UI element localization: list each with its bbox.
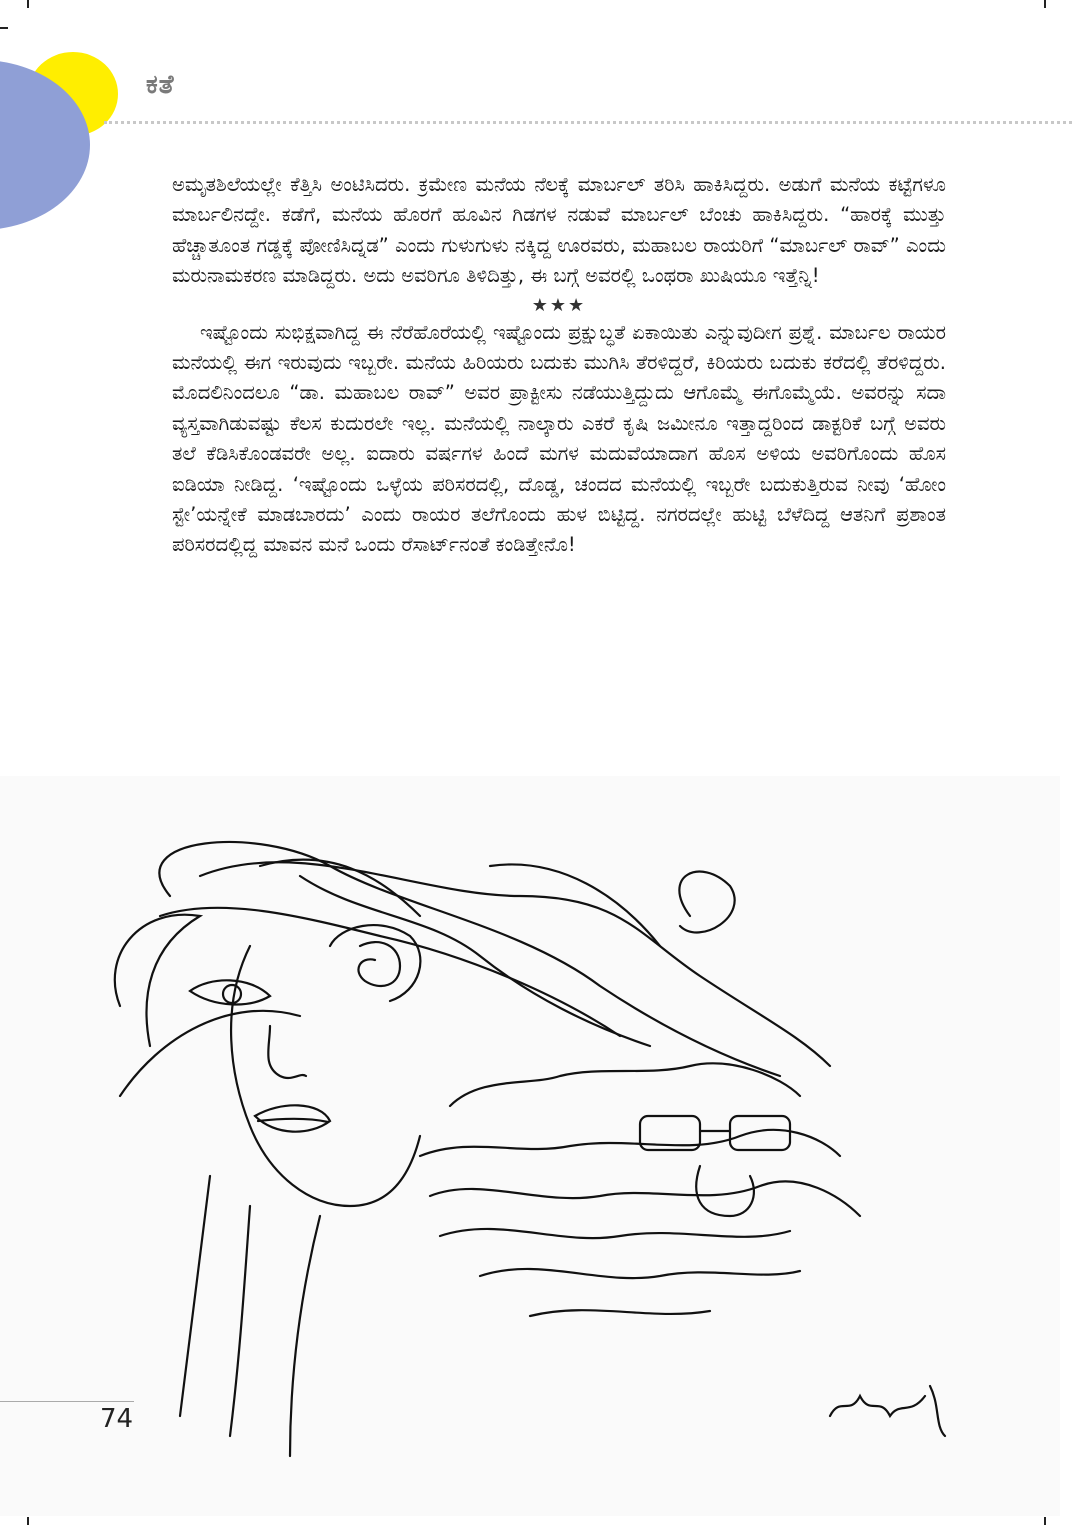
crop-mark bbox=[27, 1517, 29, 1525]
crop-mark bbox=[1044, 0, 1046, 8]
crop-mark bbox=[1044, 1517, 1046, 1525]
line-art-illustration bbox=[0, 776, 1060, 1516]
page-number: 74 bbox=[100, 1404, 134, 1434]
paragraph: ಇಷ್ಟೊಂದು ಸುಭಿಕ್ಷವಾಗಿದ್ದ ಈ ನೆರೆಹೊರೆಯಲ್ಲಿ ಇಷ್ಟೊಂದು ಪ್ರಕ್ಷುಬ್ಧತೆ ಏಕಾಯಿತು ಎನ್ನುವುದೀಗ ಪ್ರಶ್ನೆ. ಮಾರ್ಬಲ ರಾಯರ ಮನೆಯಲ್ಲಿ ಈಗ ಇರುವುದು ಇಬ್ಬರೇ. ಮನೆಯ ಹಿರಿಯರು ಬದುಕು ಮುಗಿಸಿ ತೆರಳಿದ್ದರೆ, ಕಿರಿಯರು ಬದುಕು ಕರೆದಲ್ಲಿ ತೆರಳಿದ್ದರು. ಮೊದಲಿನಿಂದಲೂ “ಡಾ. ಮಹಾಬಲ ರಾವ್” ಅವರ ಪ್ರಾಕ್ಟೀಸು ನಡೆಯುತ್ತಿದ್ದುದು ಆಗೊಮ್ಮೆ ಈಗೊಮ್ಮೆಯೆ. ಅವರನ್ನು ಸದಾ ವ್ಯಸ್ತವಾಗಿಡುವಷ್ಟು ಕೆಲಸ ಕುದುರಲೇ ಇಲ್ಲ. ಮನೆಯಲ್ಲಿ ನಾಲ್ಕಾರು ಎಕರೆ ಕೃಷಿ ಜಮೀನೂ ಇತ್ತಾದ್ದರಿಂದ ಡಾಕ್ಟರಿಕೆ ಬಗ್ಗೆ ಅವರು ತಲೆ ಕೆಡಿಸಿಕೊಂಡವರೇ ಅಲ್ಲ. ಐದಾರು ವರ್ಷಗಳ ಹಿಂದೆ ಮಗಳ ಮದುವೆಯಾದಾಗ ಹೊಸ ಅಳಿಯ ಅವರಿಗೊಂದು ಹೊಸ ಐಡಿಯಾ ನೀಡಿದ್ದ. ‘ಇಷ್ಟೊಂದು ಒಳ್ಳೆಯ ಪರಿಸರದಲ್ಲಿ, ದೊಡ್ಡ, ಚಂದದ ಮನೆಯಲ್ಲಿ ಇಬ್ಬರೇ ಬದುಕುತ್ತಿರುವ ನೀವು ‘ಹೋಂ ಸ್ಟೇ’ಯನ್ನೇಕೆ ಮಾಡಬಾರದು’ ಎಂದು ರಾಯರ ತಲೆಗೊಂದು ಹುಳ ಬಿಟ್ಟಿದ್ದ. ನಗರದಲ್ಲೇ ಹುಟ್ಟಿ ಬೆಳೆದಿದ್ದ ಆತನಿಗೆ ಪ್ರಶಾಂತ ಪರಿಸರದಲ್ಲಿದ್ದ ಮಾವನ ಮನೆ ಒಂದು ರೆಸಾರ್ಟ್‌ನಂತೆ ಕಂಡಿತ್ತೇನೊ! bbox=[172, 320, 946, 557]
crop-mark bbox=[27, 0, 29, 8]
header-divider bbox=[104, 121, 1072, 124]
footer-rule bbox=[0, 1401, 134, 1402]
section-title: ಕತೆ bbox=[146, 70, 175, 100]
section-separator: ★★★ bbox=[531, 294, 587, 316]
crop-mark bbox=[0, 27, 8, 29]
story-text bbox=[172, 170, 946, 561]
paragraph: ಅಮೃತಶಿಲೆಯಲ್ಲೇ ಕೆತ್ತಿಸಿ ಅಂಟಿಸಿದರು. ಕ್ರಮೇಣ ಮನೆಯ ನೆಲಕ್ಕೆ ಮಾರ್ಬಲ್ ತರಿಸಿ ಹಾಕಿಸಿದ್ದರು. ಅಡುಗೆ ಮನೆಯ ಕಟ್ಟೆಗಳೂ ಮಾರ್ಬಲಿನದ್ದೇ. ಕಡೆಗೆ, ಮನೆಯ ಹೊರಗೆ ಹೂವಿನ ಗಿಡಗಳ ನಡುವೆ ಮಾರ್ಬಲ್ ಬೆಂಚು ಹಾಕಿಸಿದ್ದರು. “ಹಾರಕ್ಕೆ ಮುತ್ತು ಹೆಚ್ಚಾತೂಂತ ಗಡ್ಡಕ್ಕೆ ಪೋಣಿಸಿದ್ನಡ” ಎಂದು ಗುಳುಗುಳು ನಕ್ಕಿದ್ದ ಊರವರು, ಮಹಾಬಲ ರಾಯರಿಗೆ “ಮಾರ್ಬಲ್ ರಾವ್” ಎಂದು ಮರುನಾಮಕರಣ ಮಾಡಿದ್ದರು. ಅದು ಅವರಿಗೂ ತಿಳಿದಿತ್ತು, ಈ ಬಗ್ಗೆ ಅವರಲ್ಲಿ ಒಂಥರಾ ಖುಷಿಯೂ ಇತ್ತೆನ್ನಿ! bbox=[172, 173, 946, 288]
